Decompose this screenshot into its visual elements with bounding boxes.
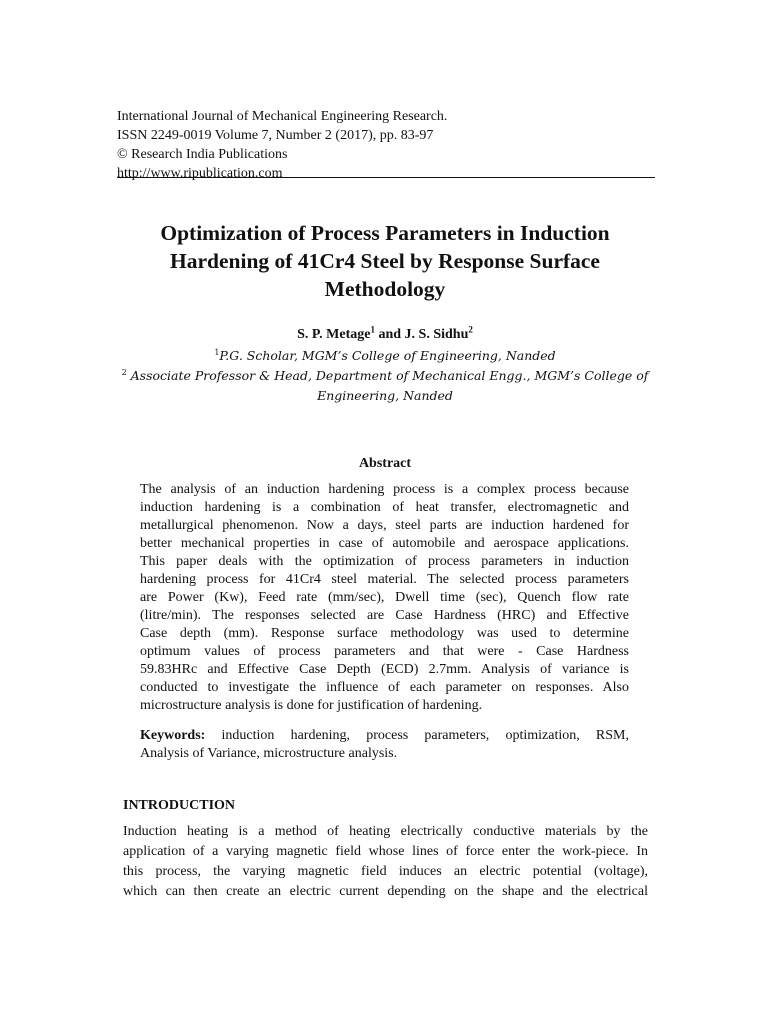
keywords (140, 727, 629, 763)
introduction-heading: INTRODUCTION (123, 798, 236, 813)
abstract-line: better mechanical properties in case of automobile and aerospace applications. (140, 536, 629, 551)
abstract-line: The analysis of an induction hardening process is a complex process because (140, 482, 629, 497)
intro-line: which can then create an electric current depending on the shape and the electrical (123, 884, 648, 899)
intro-line: this process, the varying magnetic field induces an electric potential (voltage), (123, 864, 648, 879)
author-affil-marker: 2 (468, 324, 473, 335)
keywords-text: induction hardening, process parameters, optimization, RSM, (205, 728, 629, 743)
title-line: Hardening of 41Cr4 Steel by Response Surface (170, 249, 600, 273)
affiliation-2 (110, 366, 660, 406)
abstract-line: hardening process for 41Cr4 steel material. The selected process parameters (140, 572, 629, 587)
intro-line: application of a varying magnetic field whose lines of force enter the work-piece. In (123, 844, 648, 859)
abstract-body (140, 481, 629, 715)
abstract-line: Case depth (mm). Response surface methodology was used to determine (140, 626, 629, 641)
abstract-heading: Abstract (358, 456, 412, 471)
journal-issn: ISSN 2249-0019 Volume 7, Number 2 (2017), pp. 83-97 (117, 128, 434, 143)
header-rule (117, 177, 655, 178)
abstract-line: metallurgical phenomenon. Now a days, steel parts are induction hardened for (140, 518, 629, 533)
journal-header (117, 107, 657, 183)
paper-title (110, 219, 660, 303)
abstract-line: microstructure analysis is done for justification of hardening. (140, 698, 483, 713)
author-affil-marker: 1 (370, 324, 375, 335)
intro-line: Induction heating is a method of heating electrically conductive materials by the (123, 824, 648, 839)
affil-text: Engineering, Nanded (317, 388, 453, 403)
journal-publisher: © Research India Publications (117, 147, 288, 162)
abstract-line: 59.83HRc and Effective Case Depth (ECD) 2.7mm. Analysis of variance is (140, 662, 629, 677)
journal-url: http://www.ripublication.com (117, 166, 283, 181)
abstract-line: are Power (Kw), Feed rate (mm/sec), Dwell time (sec), Quench flow rate (140, 590, 629, 605)
keywords-text: Analysis of Variance, microstructure analysis. (140, 746, 398, 761)
title-line: Optimization of Process Parameters in Induction (160, 221, 610, 245)
affil-text: P.G. Scholar, MGM’s College of Engineering, Nanded (219, 348, 556, 363)
abstract-line: (litre/min). The responses selected are Case Hardness (HRC) and Effective (140, 608, 629, 623)
affiliation-1 (110, 346, 660, 366)
abstract-line: optimum values of process parameters and that were - Case Hardness (140, 644, 629, 659)
title-line: Methodology (324, 277, 446, 301)
author-connector: and (374, 327, 405, 342)
abstract-line: induction hardening is a combination of heat transfer, electromagnetic and (140, 500, 629, 515)
authors (110, 326, 660, 344)
journal-name: International Journal of Mechanical Engineering Research. (117, 109, 448, 124)
author-name: S. P. Metage (297, 327, 371, 342)
keywords-label: Keywords: (140, 728, 206, 743)
abstract-line: conducted to investigate the influence of each parameter on responses. Also (140, 680, 629, 695)
affil-marker: 1 (214, 347, 220, 357)
author-name: J. S. Sidhu (404, 327, 469, 342)
abstract-line: This paper deals with the optimization of process parameters in induction (140, 554, 629, 569)
affil-marker: 2 (121, 367, 127, 377)
introduction-body (123, 822, 648, 902)
affil-text: Associate Professor & Head, Department of Mechanical Engg., MGM’s College of (126, 368, 649, 383)
